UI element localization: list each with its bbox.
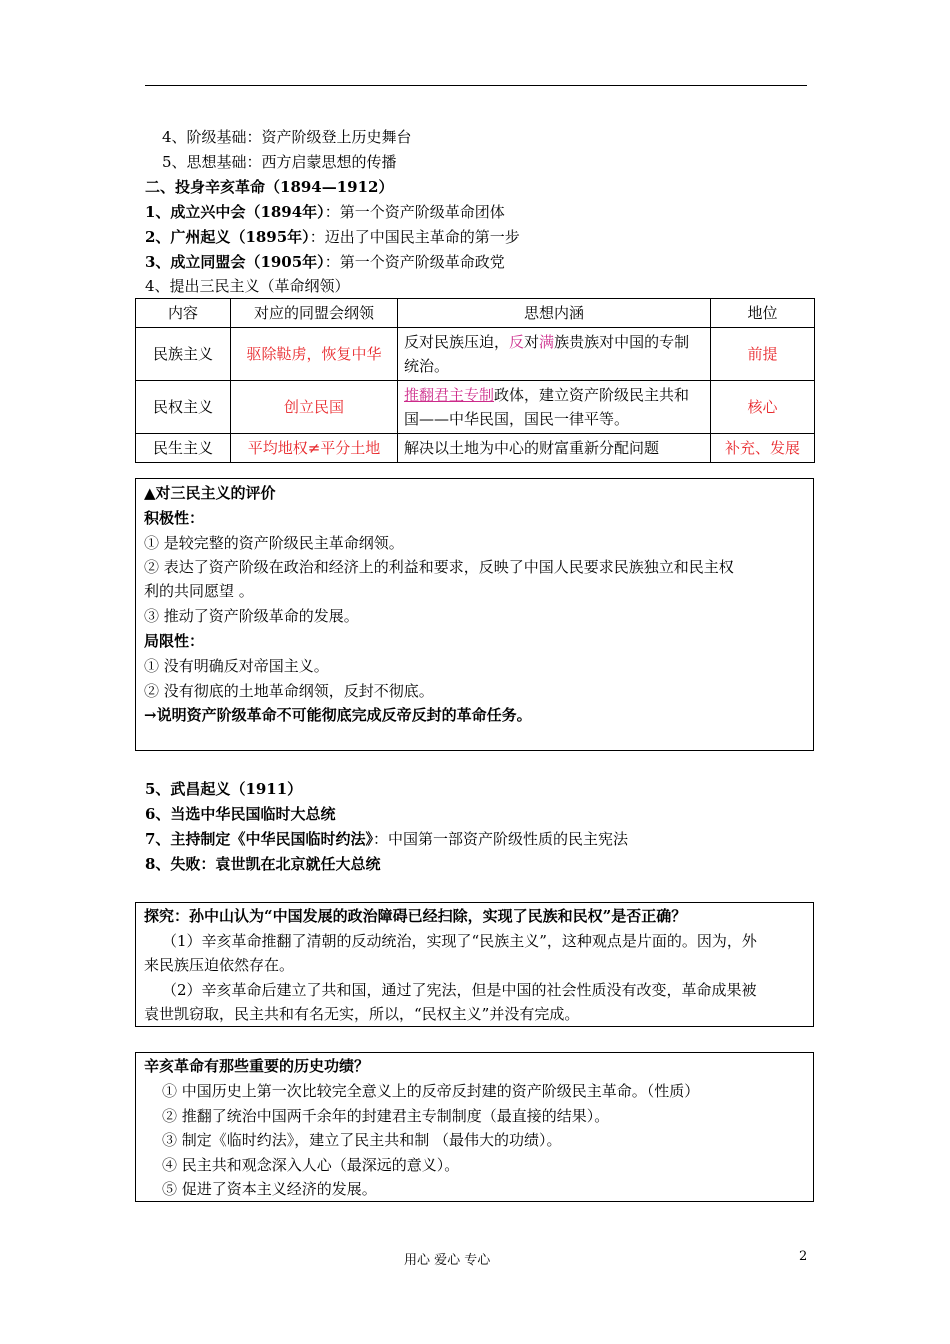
inquiry-line: 来民族压迫依然存在。 — [144, 956, 295, 974]
header-cell: 对应的同盟会纲领 — [231, 299, 398, 328]
achievements-box — [135, 1052, 814, 1202]
inquiry-title: 探究：孙中山认为“中国发展的政治障碍已经扫除，实现了民族和民权”是否正确？ — [144, 907, 687, 925]
thought-basis-line: 5、思想基础：西方启蒙思想的传播 — [162, 153, 397, 171]
page-number: 2 — [799, 1249, 808, 1264]
positive-item: ② 表达了资产阶级在政治和经济上的利益和要求，反映了中国人民要求民族独立和民主权 — [144, 558, 734, 576]
limit-label: 局限性： — [144, 632, 205, 650]
table-header-row — [136, 299, 815, 328]
event-provisional-constitution: 7、主持制定《中华民国临时约法》：中国第一部资产阶级性质的民主宪法 — [145, 830, 628, 848]
item-tongmenghui: 3、成立同盟会（1905年）：第一个资产阶级革命政党 — [145, 253, 505, 271]
positive-label: 积极性： — [144, 509, 205, 527]
inquiry-line: 袁世凯窃取，民主共和有名无实，所以，“民权主义”并没有完成。 — [144, 1005, 580, 1023]
row-program: 创立民国 — [231, 381, 398, 434]
row-status: 前提 — [711, 328, 815, 381]
achievement-item: ⑤ 促进了资本主义经济的发展。 — [162, 1180, 377, 1198]
positive-item: ③ 推动了资产阶级革命的发展。 — [144, 607, 359, 625]
item-three-principles: 4、提出三民主义（革命纲领） — [145, 277, 350, 295]
table-row — [136, 381, 815, 434]
event-wuchang: 5、武昌起义（1911） — [145, 780, 303, 798]
header-rule — [145, 85, 807, 86]
event-president: 6、当选中华民国临时大总统 — [145, 805, 336, 823]
header-cell: 地位 — [711, 299, 815, 328]
three-principles-table — [135, 298, 815, 463]
row-status: 补充、发展 — [711, 434, 815, 463]
positive-item: ① 是较完整的资产阶级民主革命纲领。 — [144, 534, 404, 552]
header-cell: 内容 — [136, 299, 231, 328]
row-meaning: 解决以土地为中心的财富重新分配问题 — [398, 434, 711, 463]
item-xingzhonghui: 1、成立兴中会（1894年）：第一个资产阶级革命团体 — [145, 203, 505, 221]
achievement-item: ② 推翻了统治中国两千余年的封建君主专制制度（最直接的结果）。 — [162, 1107, 610, 1125]
row-status: 核心 — [711, 381, 815, 434]
evaluation-conclusion: →说明资产阶级革命不可能彻底完成反帝反封的革命任务。 — [144, 706, 532, 724]
section2-title: 二、投身辛亥革命（1894—1912） — [145, 178, 394, 196]
achievement-item: ④ 民主共和观念深入人心（最深远的意义）。 — [162, 1156, 460, 1174]
class-basis-line: 4、阶级基础：资产阶级登上历史舞台 — [162, 128, 412, 146]
limit-item: ② 没有彻底的土地革命纲领，反封不彻底。 — [144, 682, 434, 700]
event-failure: 8、失败：袁世凯在北京就任大总统 — [145, 855, 381, 873]
inquiry-line: （2）辛亥革命后建立了共和国，通过了宪法，但是中国的社会性质没有改变，革命成果被 — [162, 981, 757, 999]
item-guangzhou-uprising: 2、广州起义（1895年）：迈出了中国民主革命的第一步 — [145, 228, 520, 246]
evaluation-box — [135, 478, 814, 751]
row-name: 民族主义 — [136, 328, 231, 381]
evaluation-title: ▲对三民主义的评价 — [144, 484, 276, 502]
header-cell: 思想内涵 — [398, 299, 711, 328]
row-name: 民生主义 — [136, 434, 231, 463]
footer-motto: 用心 爱心 专心 — [404, 1253, 491, 1268]
table-row — [136, 434, 815, 463]
row-program: 平均地权≠平分土地 — [231, 434, 398, 463]
row-meaning: 反对民族压迫，反对满族贵族对中国的专制统治。 — [398, 328, 711, 381]
row-name: 民权主义 — [136, 381, 231, 434]
positive-item: 利的共同愿望 。 — [144, 582, 254, 600]
row-program: 驱除鞑虏，恢复中华 — [231, 328, 398, 381]
table-row — [136, 328, 815, 381]
achievement-item: ① 中国历史上第一次比较完全意义上的反帝反封建的资产阶级民主革命。（性质） — [162, 1082, 700, 1100]
limit-item: ① 没有明确反对帝国主义。 — [144, 657, 329, 675]
achievement-item: ③ 制定《临时约法》，建立了民主共和制 （最伟大的功绩）。 — [162, 1131, 562, 1149]
inquiry-line: （1）辛亥革命推翻了清朝的反动统治，实现了“民族主义”，这种观点是片面的。因为，外 — [162, 932, 757, 950]
achievements-title: 辛亥革命有那些重要的历史功绩？ — [144, 1057, 370, 1075]
inquiry-box — [135, 902, 814, 1027]
row-meaning: 推翻君主专制政体，建立资产阶级民主共和国——中华民国，国民一律平等。 — [398, 381, 711, 434]
